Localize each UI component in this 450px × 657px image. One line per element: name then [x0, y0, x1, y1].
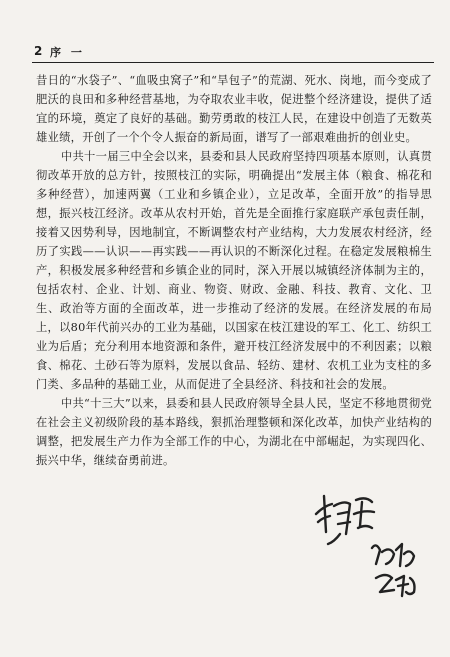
running-header — [32, 44, 434, 63]
paragraph-1: 昔日的“水袋子”、“血吸虫窝子”和“旱包子”的荒湖、死水、岗地，而今变成了肥沃的良田和多种经营基地，为夺取农业丰收，促进整个经济建设，提供了适宜的环境，奠定了良好的基础。勤劳勇敢的枝江人民，在建设中创造了无数英雄业绩，开创了一个个令人振奋的新局面，谱写了一部艰难曲折的创业史。 — [36, 74, 432, 144]
section-title: 序 一 — [50, 46, 85, 59]
handwritten-signature — [310, 492, 420, 612]
signature-image — [310, 492, 420, 612]
paragraph-3: 中共“十三大”以来，县委和县人民政府领导全县人民，坚定不移地贯彻党在社会主义初级阶段的基本路线，狠抓治理整顿和深化改革，加快产业结构的调整，把发展生产力作为全部工作的中心，为湖北在中部崛起，为实现四化、振兴中华，继续奋勇前进。 — [36, 397, 432, 467]
body-text — [36, 71, 432, 470]
page-number: 2 — [34, 44, 43, 58]
paragraph-2: 中共十一届三中全会以来，县委和县人民政府坚持四项基本原则，认真贯彻改革开放的总方针，按照枝江的实际，明确提出“发展主体（粮食、棉花和多种经营），加速两翼（工业和乡镇企业），立足改革，全面开放”的指导思想，振兴枝江经济。改革从农村开始，首先是全面推行家庭联产承包责任制，接着又因势利导，因地制宜，不断调整农村产业结构，大力发展农村经济，经历了实践——认识——再实践——再认识的不断深化过程。在稳定发展粮棉生产，积极发展多种经营和乡镇企业的同时，深入开展以城镇经济体制为主的，包括农村、企业、计划、商业、物资、财政、金融、科技、教育、文化、卫生、政治等方面的全面改革，进一步推动了经济的发展。在经济发展的布局上，以80年代前兴办的工业为基础，以国家在枝江建设的军工、化工、纺织工业为后盾；充分利用本地资源和条件，避开枝江经济发展中的不利因素；以粮食、棉花、土砂石等为原料，发展以食品、轻纺、建材、农机工业为支柱的多门类、多品种的基础工业，从而促进了全县经济、科技和社会的发展。 — [36, 150, 432, 391]
